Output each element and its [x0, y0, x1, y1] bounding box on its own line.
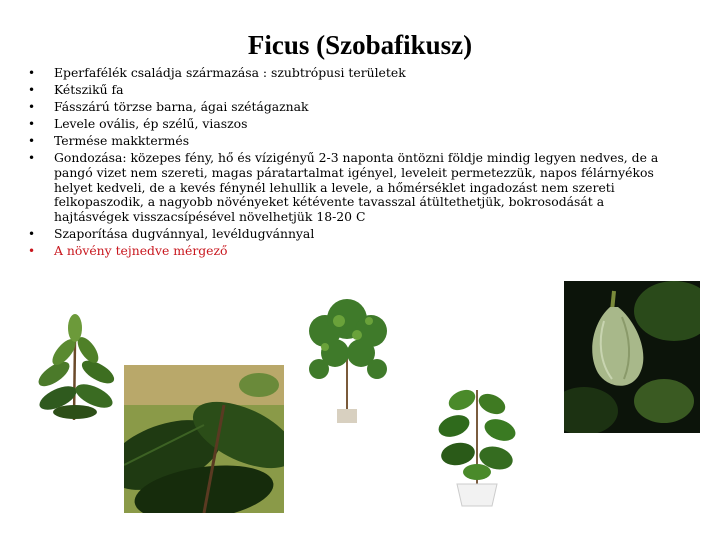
fig-fruit-closeup-photo — [564, 281, 700, 433]
bullet-dot: • — [28, 226, 36, 241]
bullet-text: Eperfafélék családja származása : szubtrópusi területek — [54, 65, 406, 80]
bullet-dot: • — [28, 134, 36, 149]
potted-fiddle-leaf-fig-photo — [432, 380, 522, 512]
bullet-dot: • — [28, 151, 36, 166]
fig-fruit-image — [564, 281, 700, 433]
rubber-plant-leaves-closeup-photo — [124, 365, 284, 513]
bullet-text: Levele ovális, ép szélű, viaszos — [54, 116, 248, 132]
bullet-text: Fásszárú törzse barna, ágai szétágaznak — [54, 99, 309, 115]
bullet-dot: • — [28, 244, 36, 259]
bullet-text: Termése makktermés — [54, 133, 190, 149]
bullet-dot: • — [28, 66, 36, 80]
weeping-fig-tree-photo — [295, 291, 400, 429]
bullet-text: Szaporítása dugvánnyal, levéldugvánnyal — [54, 225, 315, 241]
rubber-plant-photo — [28, 300, 122, 420]
slide-title: Ficus (Szobafikusz) — [247, 30, 473, 60]
weeping-fig-image — [295, 291, 400, 429]
bullet-text: Gondozása: közepes fény, hő és vízigényű 2-3 naponta öntözni földje mindig legyen nedves, de a pangó vizet nem szereti, magas páratartalmat igényel, leveleit permetezzük, napos félárnyékos helyet kedveli, de a kevés fénynél lehullik a levele, a hőmérséklet ingadozást nem szereti felkopaszodik, a nagyobb növényeket kétévente tavasszal átültethetjük, bokrosodását a hajtásvégek visszacsípésével növelhetjük 18-20 C — [54, 150, 659, 224]
bullet-text: A növény tejnedve mérgező — [54, 243, 228, 259]
bullet-dot: • — [28, 100, 36, 115]
rubber-leaves-image — [124, 365, 284, 513]
fiddle-leaf-image — [432, 380, 522, 512]
bullet-dot: • — [28, 117, 36, 132]
rubber-plant-image — [28, 300, 122, 420]
bullet-text: Kétszikű fa — [54, 82, 124, 98]
bullet-dot: • — [28, 83, 36, 98]
